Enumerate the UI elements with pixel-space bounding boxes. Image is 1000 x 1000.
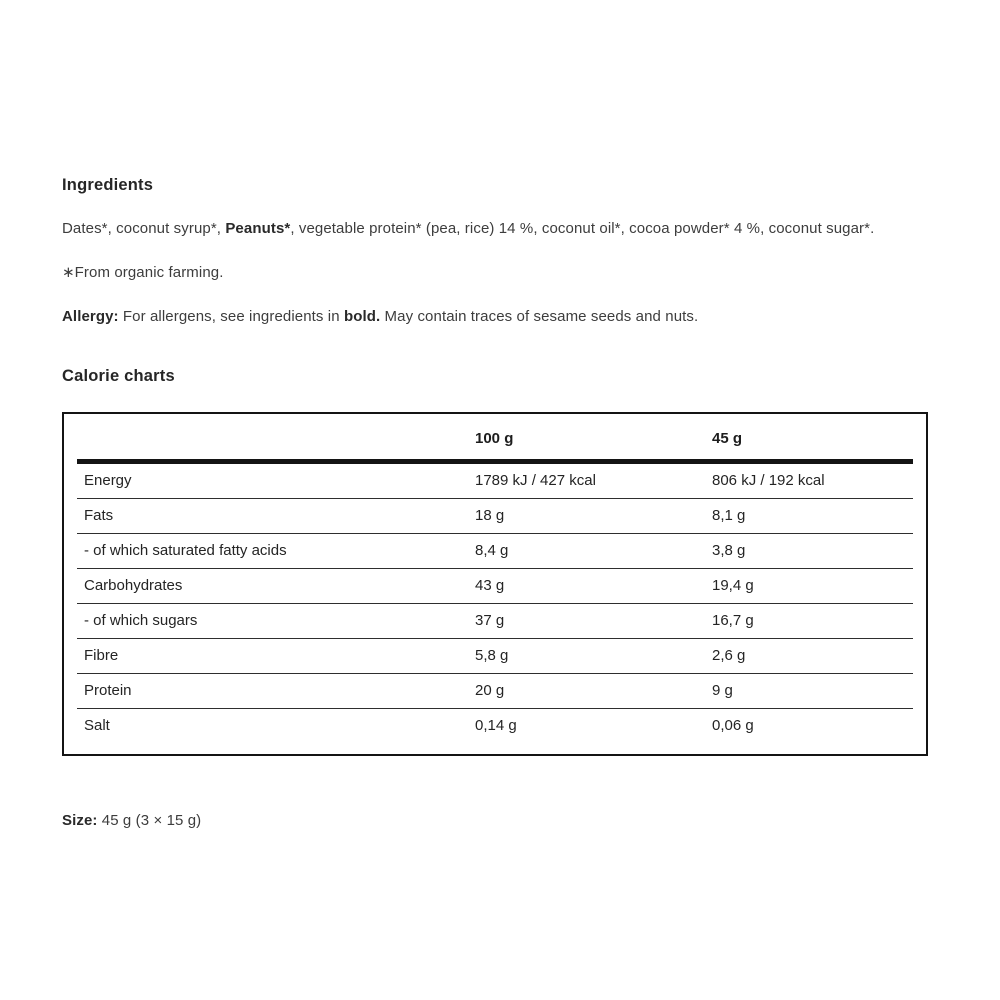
- row-label: Salt: [84, 717, 110, 734]
- value-45g: 19,4 g: [712, 577, 754, 594]
- value-45g: 2,6 g: [712, 647, 746, 664]
- text-segment: , vegetable protein* (pea, rice) 14 %, coconut oil*, cocoa powder* 4 %, coconut sugar*.: [290, 220, 875, 237]
- organic-farming-note: ∗From organic farming.: [62, 264, 224, 281]
- text-segment: bold.: [343, 308, 381, 325]
- value-100g: 5,8 g: [475, 647, 509, 664]
- table-row: [77, 709, 913, 754]
- text-segment: Peanuts*: [225, 220, 291, 237]
- value-45g: 9 g: [712, 682, 733, 699]
- ingredients-section: [62, 176, 938, 326]
- table-row: [77, 499, 913, 534]
- nutrition-table: [62, 412, 928, 756]
- column-header-empty: [84, 430, 475, 448]
- column-header-100g: 100 g: [475, 430, 514, 447]
- size-note: [62, 811, 938, 830]
- text-segment: Allergy:: [62, 308, 119, 325]
- text-segment: For allergens, see ingredients in: [118, 308, 344, 325]
- value-45g: 806 kJ / 192 kcal: [712, 472, 825, 489]
- row-label: Fats: [84, 507, 114, 524]
- value-100g: 8,4 g: [475, 542, 509, 559]
- value-100g: 43 g: [475, 577, 505, 594]
- calorie-charts-section: [62, 367, 938, 756]
- table-row: [77, 674, 913, 709]
- value-100g: 0,14 g: [475, 717, 517, 734]
- calorie-charts-heading: Calorie charts: [62, 367, 175, 385]
- value-45g: 16,7 g: [712, 612, 754, 629]
- row-label: - of which saturated fatty acids: [84, 542, 287, 559]
- value-100g: 20 g: [475, 682, 505, 699]
- row-label: Energy: [84, 472, 132, 489]
- table-row: [77, 534, 913, 569]
- allergy-note: [62, 307, 938, 326]
- ingredients-list: [62, 219, 938, 238]
- value-45g: 3,8 g: [712, 542, 746, 559]
- nutrition-table-body: [64, 464, 926, 754]
- value-100g: 37 g: [475, 612, 505, 629]
- value-100g: 18 g: [475, 507, 505, 524]
- text-segment: May contain traces of sesame seeds and nuts.: [380, 308, 699, 325]
- column-header-45g: 45 g: [712, 430, 743, 447]
- table-row: [77, 604, 913, 639]
- text-segment: Dates*, coconut syrup*,: [62, 220, 226, 237]
- table-row: [77, 639, 913, 674]
- text-segment: 45 g (3 × 15 g): [97, 812, 202, 829]
- row-label: Fibre: [84, 647, 119, 664]
- table-row: [77, 464, 913, 499]
- value-100g: 1789 kJ / 427 kcal: [475, 472, 596, 489]
- value-45g: 8,1 g: [712, 507, 746, 524]
- ingredients-heading: Ingredients: [62, 176, 154, 194]
- nutrition-table-header: [64, 414, 926, 459]
- row-label: Carbohydrates: [84, 577, 183, 594]
- row-label: Protein: [84, 682, 132, 699]
- table-row: [77, 569, 913, 604]
- text-segment: Size:: [62, 812, 98, 829]
- value-45g: 0,06 g: [712, 717, 754, 734]
- row-label: - of which sugars: [84, 612, 198, 629]
